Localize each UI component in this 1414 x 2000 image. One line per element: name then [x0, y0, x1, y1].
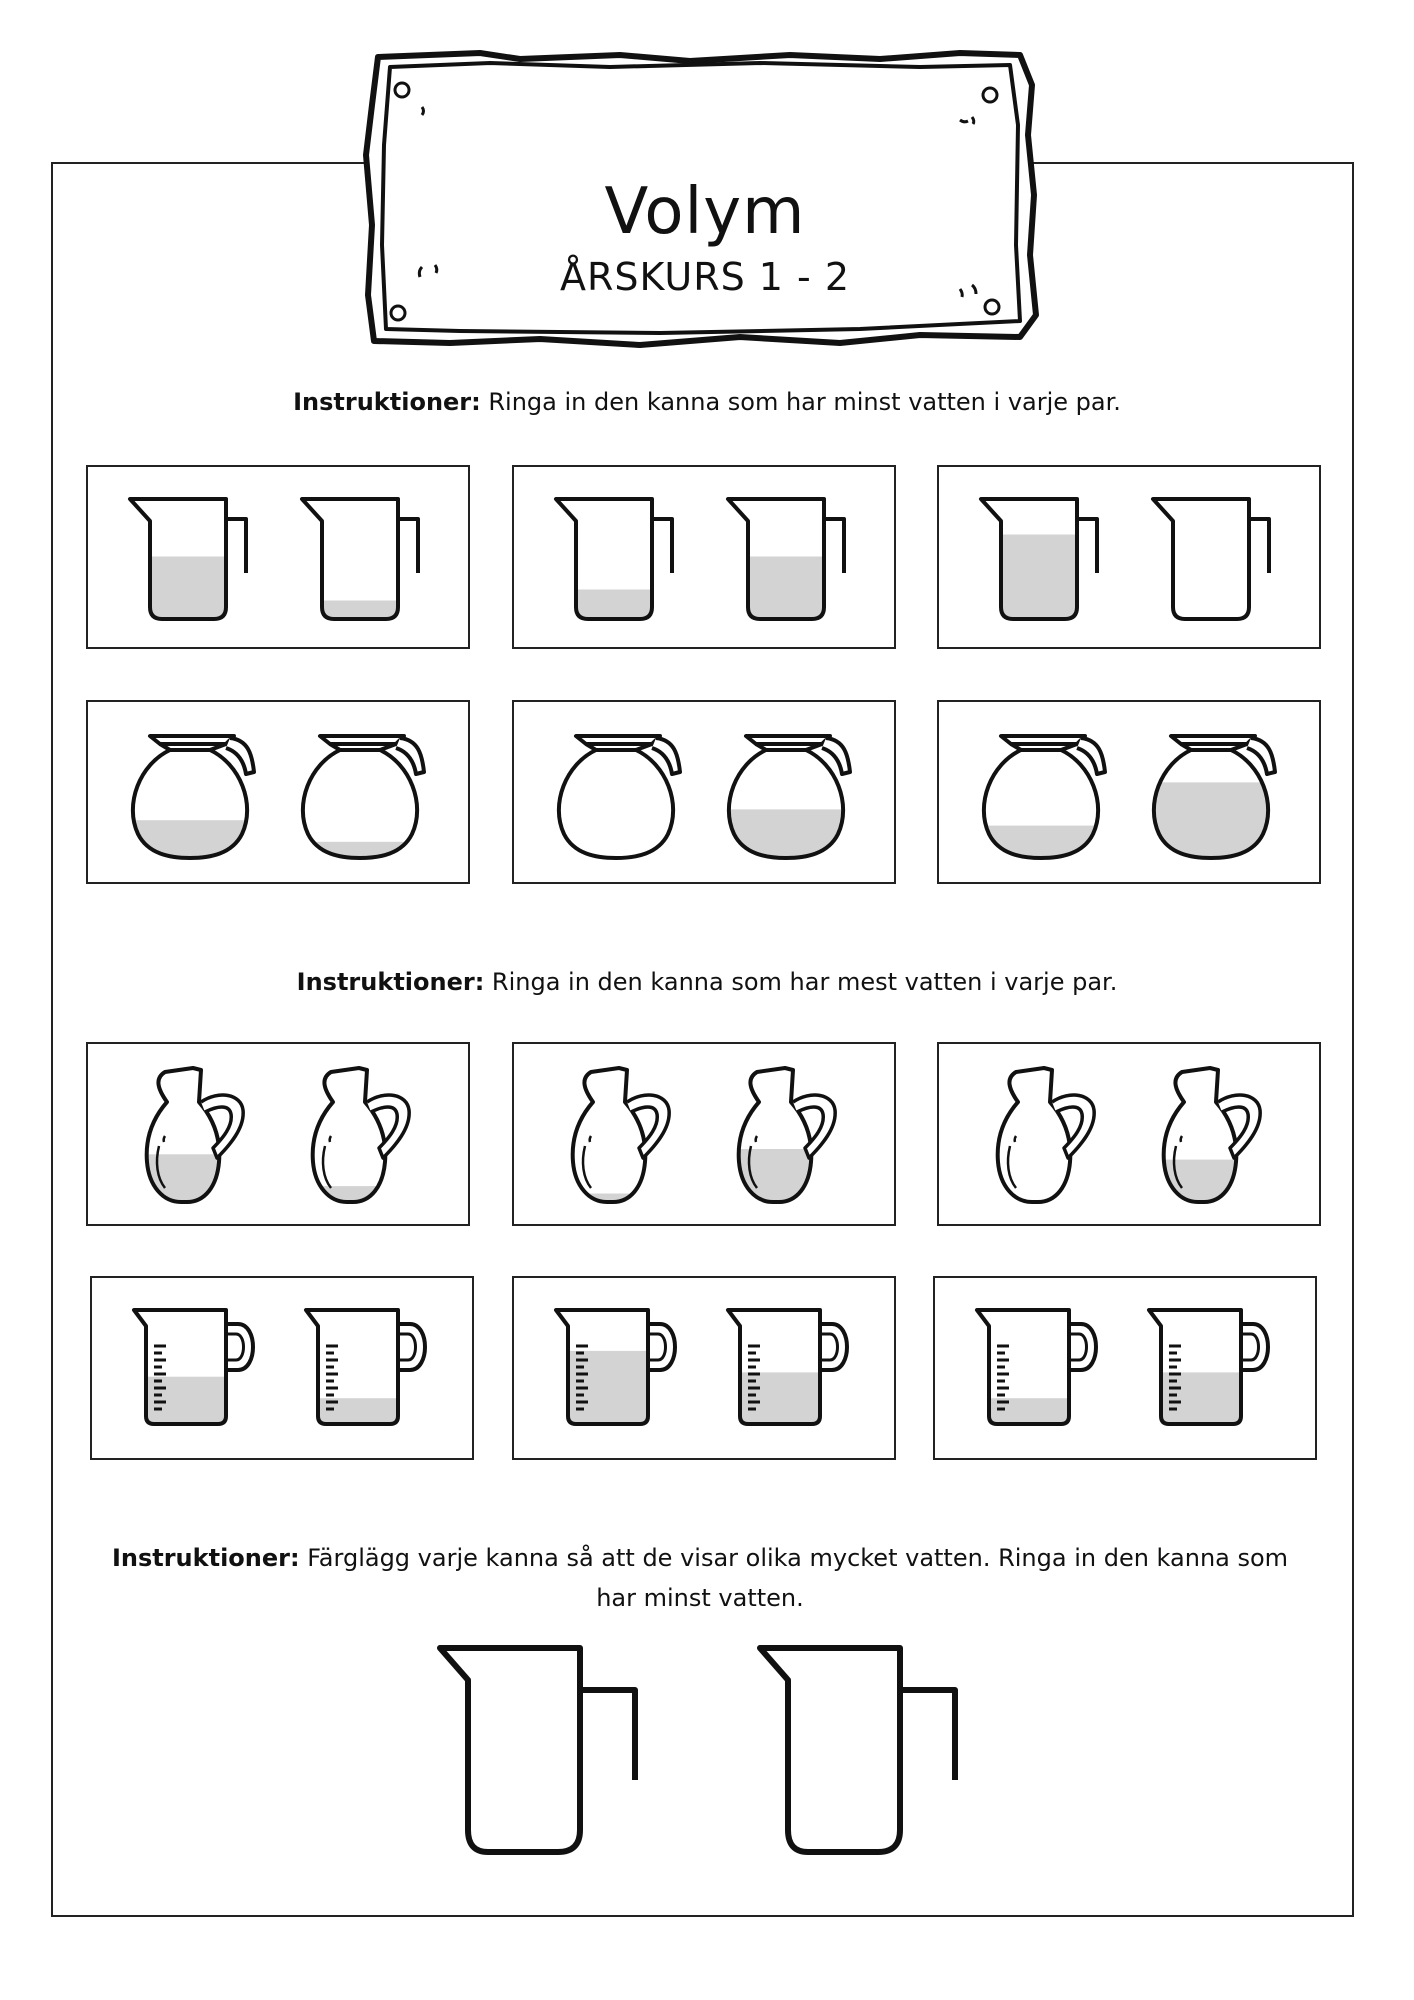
blank-measuring-jug-icon[interactable] — [750, 1640, 970, 1870]
title-sign — [360, 45, 1050, 360]
jug-pair-drawing — [514, 1278, 898, 1462]
instruction-1 — [200, 382, 1214, 422]
water-level — [300, 601, 430, 652]
blank-measuring-jug-icon[interactable] — [430, 1640, 650, 1870]
jug-pair-box — [86, 1042, 470, 1226]
jug-pair-box — [86, 700, 470, 884]
instruction-text: Färglägg varje kanna så att de visar olika mycket vatten. Ringa in den kanna som har minst vatten. — [299, 1544, 1289, 1612]
jug-pair-box — [937, 700, 1321, 884]
jug-pair-drawing — [939, 467, 1323, 651]
jug-pair-drawing — [935, 1278, 1319, 1462]
carafe-icon[interactable] — [726, 736, 856, 886]
water-level — [128, 557, 258, 652]
jug-pair-drawing — [514, 1044, 898, 1228]
jug-pair-drawing — [514, 702, 898, 886]
jug-pair-drawing — [939, 1044, 1323, 1228]
measuring-jug-icon[interactable] — [726, 499, 856, 651]
measuring-jug-icon[interactable] — [554, 499, 684, 651]
jug-pair-box — [933, 1276, 1317, 1460]
jug-pair-box — [90, 1276, 474, 1460]
jug-pair-box — [512, 465, 896, 649]
jug-pair-drawing — [88, 702, 472, 886]
pitcher-icon[interactable] — [1160, 1068, 1290, 1228]
jug-pair-drawing — [88, 467, 472, 651]
water-level — [130, 820, 260, 886]
jug-pair-drawing — [92, 1278, 476, 1462]
jug-pair-box — [937, 1042, 1321, 1226]
water-level — [304, 1398, 434, 1462]
measuring-jug-icon[interactable] — [979, 499, 1109, 651]
carafe-icon[interactable] — [559, 736, 680, 858]
carafe-icon[interactable] — [1151, 736, 1281, 886]
graduated-jug-icon[interactable] — [304, 1310, 434, 1462]
water-level — [132, 1377, 262, 1462]
carafe-icon[interactable] — [130, 736, 260, 886]
water-level — [726, 557, 856, 652]
pitcher-icon[interactable] — [569, 1068, 699, 1228]
measuring-jug-icon[interactable] — [128, 499, 258, 651]
graduated-jug-icon[interactable] — [1147, 1310, 1277, 1462]
measuring-jug-icon[interactable] — [1153, 499, 1269, 619]
water-level — [975, 1398, 1105, 1462]
graduated-jug-icon[interactable] — [132, 1310, 262, 1462]
jug-pair-box — [937, 465, 1321, 649]
water-level — [979, 535, 1109, 652]
page-border — [51, 162, 1354, 1917]
instruction-2 — [200, 962, 1214, 1002]
water-level — [735, 1149, 865, 1228]
instruction-text: Ringa in den kanna som har minst vatten i varje par. — [480, 388, 1121, 416]
jug-pair-drawing — [939, 702, 1323, 886]
jug-pair-drawing — [514, 467, 898, 651]
jug-pair-drawing — [88, 1044, 472, 1228]
pitcher-icon[interactable] — [735, 1068, 865, 1228]
measuring-jug-icon[interactable] — [300, 499, 430, 651]
water-level — [1147, 1372, 1277, 1462]
graduated-jug-icon[interactable] — [554, 1310, 684, 1462]
water-level — [569, 1194, 699, 1228]
jug-pair-box — [512, 700, 896, 884]
instruction-label: Instruktioner: — [293, 388, 481, 416]
graduated-jug-icon[interactable] — [726, 1310, 856, 1462]
jug-pair-box — [512, 1276, 896, 1460]
instruction-3 — [100, 1538, 1300, 1618]
pitcher-icon[interactable] — [143, 1068, 273, 1228]
pitcher-icon[interactable] — [309, 1068, 439, 1228]
page-subtitle: ÅRSKURS 1 - 2 — [559, 255, 851, 299]
carafe-icon[interactable] — [300, 736, 430, 886]
instruction-label: Instruktioner: — [111, 1544, 300, 1572]
graduated-jug-icon[interactable] — [975, 1310, 1105, 1462]
instruction-text: Ringa in den kanna som har mest vatten i varje par. — [484, 968, 1118, 996]
page-title: Volym — [604, 175, 806, 249]
pitcher-icon[interactable] — [998, 1068, 1094, 1202]
jug-pair-box — [512, 1042, 896, 1226]
instruction-label: Instruktioner: — [296, 968, 485, 996]
carafe-icon[interactable] — [981, 736, 1111, 886]
water-level — [726, 1372, 856, 1462]
jug-pair-box — [86, 465, 470, 649]
